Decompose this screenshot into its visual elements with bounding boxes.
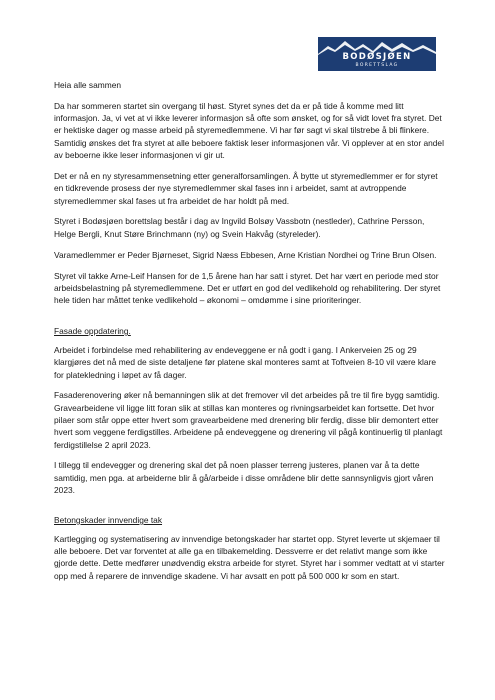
intro-paragraph: Varamedlemmer er Peder Bjørneset, Sigrid Næss Ebbesen, Arne Kristian Nordhei og Trine Brun Olsen. — [54, 249, 437, 260]
section-paragraph: I tillegg til endevegger og drenering skal det på noen plasser terreng justeres, planen var å ta dette samtidig, men pga. at arbeiderne blir å gå/arbeide i disse områdene blir dette sannsynligvis gjort våren 2023. — [54, 460, 434, 496]
section-heading-fasade: Fasade oppdatering. — [54, 326, 131, 337]
greeting: Heia alle sammen — [54, 80, 122, 90]
intro-paragraph: Styret vil takke Arne-Leif Hansen for de 1,5 årene han har satt i styret. Det har vært en periode med stor arbeidsbelastning på styremedlemmene. Det er utført en god del vedlikehold og rehabilitering. Der styret hele tiden har måttet tenke vedlikehold – økonomi – omdømme i sine prioriteringer. — [54, 270, 441, 306]
bodosjoen-logo — [318, 37, 436, 71]
section-heading-betongskader: Betongskader innvendige tak — [54, 514, 163, 525]
logo-subtitle: BORETTSLAG — [355, 62, 399, 68]
section-paragraph: Fasaderenovering øker nå bemanningen slik at det fremover vil det arbeides på tre til fire bygg samtidig. Gravearbeidene vil ligge litt foran slik at stillas kan monteres og rivningsarbeidet kan fortsette. Det hvor pilaer som står oppe etter hvert som gravearbeidene med drenering blir ferdig, disse blir demontert etter hvert som veggene ferdigstilles. Arbeidene på endeveggene og drenering vil pågå kontinuerlig til planlagt ferdigstillelse 2 april 2023. — [54, 390, 443, 450]
logo-name: BODØSJØEN — [342, 52, 412, 62]
section-paragraph: Kartlegging og systematisering av innvendige betongskader har startet opp. Styret leverte ut skjemaer til alle beboere. Det var forventet at alle ga en tilbakemelding. Dessverre er det relativt mange som ikke gjorde dette. Dette medfører unødvendig ekstra arbeide for styret. Styret har i sommer vedtatt at vi starter opp med å reparere de innvendige skadene. Vi har avsatt en pott på 500 000 kr som en start. — [54, 533, 445, 581]
intro-paragraph: Det er nå en ny styresammensetning etter generalforsamlingen. Å bytte ut styremedlemmer er for styret en tidkrevende prosess der nye styremedlemmer skal fases inn i arbeidet, samt at avtroppende styremedlemmer skal fases ut fra arbeidet de har holdt på med. — [54, 170, 438, 206]
letter-body — [54, 79, 448, 591]
intro-paragraph: Da har sommeren startet sin overgang til høst. Styret synes det da er på tide å komme med litt informasjon. Ja, vi vet at vi ikke leverer informasjon så ofte som ønsket, og for så vidt lovet fra styret. Det er hektiske dager og masse arbeid på styremedlemmene. Vi har før sagt vi skal tilstrebe å bli flinkere. Samtidig ønskes det fra styret at alle beboere faktisk leser informasjonen vår. Vi opplever at en stor andel av beboerne ikke leser informasjonen vi gir ut. — [54, 100, 444, 161]
section-paragraph: Arbeidet i forbindelse med rehabilitering av endeveggene er nå godt i gang. I Ankerveien 25 og 29 klargjøres det nå med de siste detaljene før platene skal monteres samt at Toftveien 8-10 vil være klare for platekledning i løpet av få dager. — [54, 344, 437, 380]
intro-paragraph: Styret i Bodøsjøen borettslag består i dag av Ingvild Bolsøy Vassbotn (nestleder), Cathrine Persson, Helge Bergli, Knut Støre Brinchmann (ny) og Svein Hakvåg (styreleder). — [54, 216, 425, 239]
